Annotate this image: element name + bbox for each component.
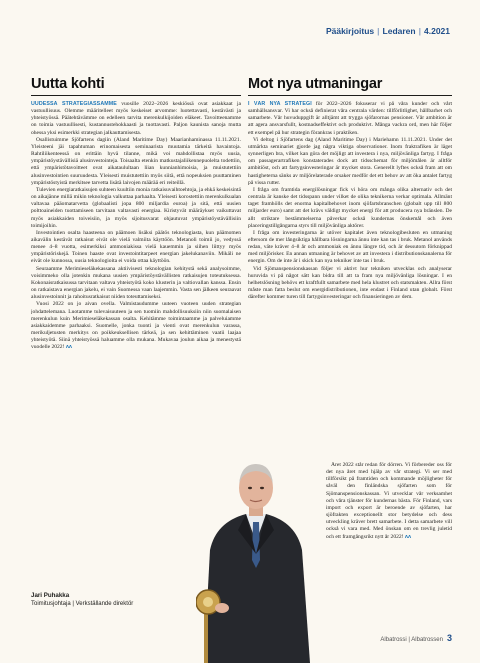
page-footer bbox=[380, 633, 452, 643]
article-paragraph: UUDESSA STRATEGIASSAMME vuosille 2022–2026 keskiössä ovat asiakkaat ja vastuullisuus. Olemme määritelleet myös keskeiset arvomme: luotettavasti, kestävästi ja yhteistyössä. Päätehtävämme on edelleen tarvita merenkulkijoiden eläkeet. Tavoitteenamme on toimia vastuullisesti, kustannustehokkaasti ja tuottavasti. Paljon kaunista sanoja mutta ohessa yksi esimerkki strategian jalkauttamisesta. bbox=[31, 101, 241, 136]
article-paragraph: I VÅR NYA STRATEGI för 2022–2026 fokuserar vi på våra kunder och vårt samhällsansvar. Vi har också definierat våra centrala värden: tillförlitlighet, hållbarhet och samarbete. Vår huvuduppgift är alltjämt att trygga sjöfarornas pensioner. Vår ambition är att agera ansvarsfullt, kostnadseffektivt och produktivt. Många vackra ord, men här följer ett exempel på hur strategin förankras i praktiken. bbox=[248, 101, 452, 136]
ceo-portrait-photo bbox=[196, 430, 316, 663]
article-paragraph: I fråga om framtida energilösningar fick vi höra om många olika alternativ och det centrala är kanske det tidsspann under vilket de olika teknikerna verkar optimala. Allmänt taget framhölls det enorma kapitalbehovet inom sjöfartsbranschen (globalt upp till 800 miljarder euro) samt att det krävs väldigt mycket energi för att producera nya bränslen. De allt striktare bestämmelserna påverkar också kundernas önskemål och även placeringstillgångarna styrs till miljövänliga aktörer. bbox=[248, 186, 452, 229]
section-label: Pääkirjoitus bbox=[325, 26, 375, 36]
article-paragraph: Investointien osalta haasteena on päämoen lisäksi päätös teknologiasta, kun päämomen aikavälin kestävät ratkaisut eivät ole vielä valmiita käyttöön. Metanoli toimii jo, vedyssä menee 4–8 vuotta, esimerkiksi ammoniakissa vielä kauemmin ja siihen liittyy myös ympäristöriskejä. Toinen haaste ovat investointitarpeet energian jakelukanaviin. Mikäli ne eivät ole kunnossa, uusia teknologioita ei voida ottaa käyttöön. bbox=[31, 229, 241, 265]
article-paragraph: I fråga om investeringarna är utöver kapitalet även teknologibesluten en utmaning eftersom de mer långsiktiga hållbara lösningarna ännu inte kan tas i bruk. Metanol används redan, väte kräver 4–8 år och ammoniak en ännu längre tid, och är dessutom förknippad med miljörisker. En annan utmaning är behovet av att investera i distributionskanalerna för energin. Om de inte är i skick kan nya tekniker inte tas i bruk. bbox=[248, 229, 452, 265]
article-paragraph: Osallistuimme Sjöfartens dagiin (Aland Maritime Day) Maarianhaminassa 11.11.2021. Yleisteeni jäi tapahtuman erinomaisesta seminaarista muutamia tärkeitä havaintoja. Rahtiliikenteessä on erittäin hyvä tilanne, mikä voi mahdollistaa myös uusia, ympäristöystävällisiä alusinvestointeja. Toisaalta etenkin matkustajaliikennepuolelta todettiin, että ympäristötavoitteet ovat aikataulultaan liian kunnianhimoisia, ja muistutettiin alusinvestointien suuruudesta. Yleisesti muistutettiin myös siitä, että nopeuksien puuttaminen ympäristöstyistä merkitsee tarvetta lisätä laivojen määrää eri reiteillä. bbox=[31, 136, 241, 186]
article-paragraph: Vid Sjömanspensionskassan följer vi aktivt hur tekniken utvecklas och analyserar huruvida vi på något sätt kan bidra till att ta fram nya miljövänliga lösningar. I en helhetslösning behövs ett kraftfullt samarbete med hela klustret och statsmakten. Allra först måste man fatta beslut om energidistributionen, inte endast i Finland utan globalt. Först därefter kommer turen till fartygsinvesteringar och finansieringen av dem. bbox=[248, 265, 452, 301]
section-label-sv: Ledaren bbox=[382, 26, 416, 36]
swedish-article-continued bbox=[326, 462, 452, 592]
signoff-mark: ʌʌ bbox=[404, 533, 412, 540]
lead-in: UUDESSA STRATEGIASSAMME bbox=[31, 101, 117, 107]
article-paragraph: Tulevien energiaratkaisujen suhteen kuultiin monia ratkaisuvaihtoehtoja, ja ehkä keskeisintä on aikajänne millä mikin teknologia valkuttaa parhaalta. Yleisesti korostettiin merenkulkualan valtavaa pääomatarvetta (globaalisti jopa 800 miljardia euroa) ja sitä, että uusien polttoaineiden tuottamiseen tarvitaan valtavasti energiaa. Kiristyvät määräykset vaikuttavat myös asiakkaiden toiveisiin, ja myös sijoitusvarat ohjautuvat ympäristöystävällisiin toimijoihin. bbox=[31, 186, 241, 229]
swedish-article bbox=[248, 101, 452, 461]
signature-block bbox=[31, 592, 133, 608]
right-rule bbox=[248, 95, 452, 96]
signoff-mark: ʌʌ bbox=[65, 344, 72, 351]
page-number: 3 bbox=[446, 633, 452, 643]
signer-name: Jari Puhakka bbox=[31, 592, 70, 599]
article-paragraph: Vi deltog i Sjöfartens dag (Aland Maritime Day) i Mariehamn 11.11.2021. Under det utmärkta seminariet gjorde jag några viktiga observationer. Inom fraktrafiken är läget synnerligen bra, vilket kan göra det möjligt att investera i nya, miljövänliga fartyg. I fråga om passagerartrafiken konstaterades dock att tidsschemat för miljömålen är alltför ambitiöst, och att fartygsinvesteringar är mycket stora. Generellt lyftes också fram att om hastigheterna sänks av miljörelaterade orsaker medför det ett behov av att öka antalet fartyg på vissa rutter. bbox=[248, 136, 452, 186]
swedish-headline: Mot nya utmaningar bbox=[248, 76, 383, 92]
left-rule bbox=[31, 95, 241, 96]
issue-date: 4.2021 bbox=[424, 26, 450, 36]
signer-title: Toimitusjohtaja | Verkställande direktör bbox=[31, 601, 134, 607]
finnish-headline: Uutta kohti bbox=[31, 76, 105, 92]
lead-in: I VÅR NYA STRATEGI bbox=[248, 101, 312, 107]
publication-name: Albatrossi | Albatrossen bbox=[380, 637, 443, 643]
article-paragraph: Seuraamme Merimieseläkekassana aktiivisesti teknologian kehitystä sekä analysoimme, voisimmeko olla jotenkin mukana uusien ympäristöystävällisten ratkaisujen toteutuksessa. Kokonaisratkaisussa tarvitaan valtava yhteistyötä koko klusterin ja valtiovallan kanssa. Ensin on ratkaistava energian jakelu, ei vain Suomessa vaan laajemmin. Vasta sen jälkeen seuraavat alusinvestoinnit ja rahoitusratkaisut niiden toteuttamiseksi. bbox=[31, 265, 241, 301]
page-header: Pääkirjoitus | Ledaren | 4.2021 bbox=[325, 26, 450, 36]
article-paragraph: Året 2022 står redan för dörren. Vi förbereder oss för det nya året med hjälp av vår strategi. Vi ser med tillförsikt på framtiden och kommande möjligheter för såväl den finländska sjöfarten som för Sjömanspensionskassan. Vi utvecklar vår verksamhet och våra tjänster för kundernas bästa. För Finland, vars import och export är beroende av sjöfarten, har sjöfrakten exceptionellt stor betydelse och dess utveckling kräver brett samarbete. I detta samarbete vill också vi vara med. Med önskan om en trevlig juletid och ett framgångsrikt nytt år 2022! ʌʌ bbox=[326, 462, 452, 540]
article-paragraph: Vuosi 2022 on jo aivan ovella. Valmistaudumme uuteen vuoteen uuden strategian johdattelemana. Luotamme tulevaisuuteen ja sen tuomiin mahdollisuuksiin niin suomalaisen merenkulun kuin Merimieseläkekassan osalta. Kehitämme toimintaamme ja palveluiamme asiakkaidemme parhaaksi. Suomelle, jonka tuonti ja vienti ovat merenkulun varassa, merikuljetusten merkitys on poikkeuksellisen tärkeä, ja sen kehittäminen vaatii laajaa yhteistyötä. Siinä yhteistyössä haluamme olla mukana. Mukavaa joulun aikaa ja menestystä vuodelle 2022! ʌʌ bbox=[31, 301, 241, 351]
